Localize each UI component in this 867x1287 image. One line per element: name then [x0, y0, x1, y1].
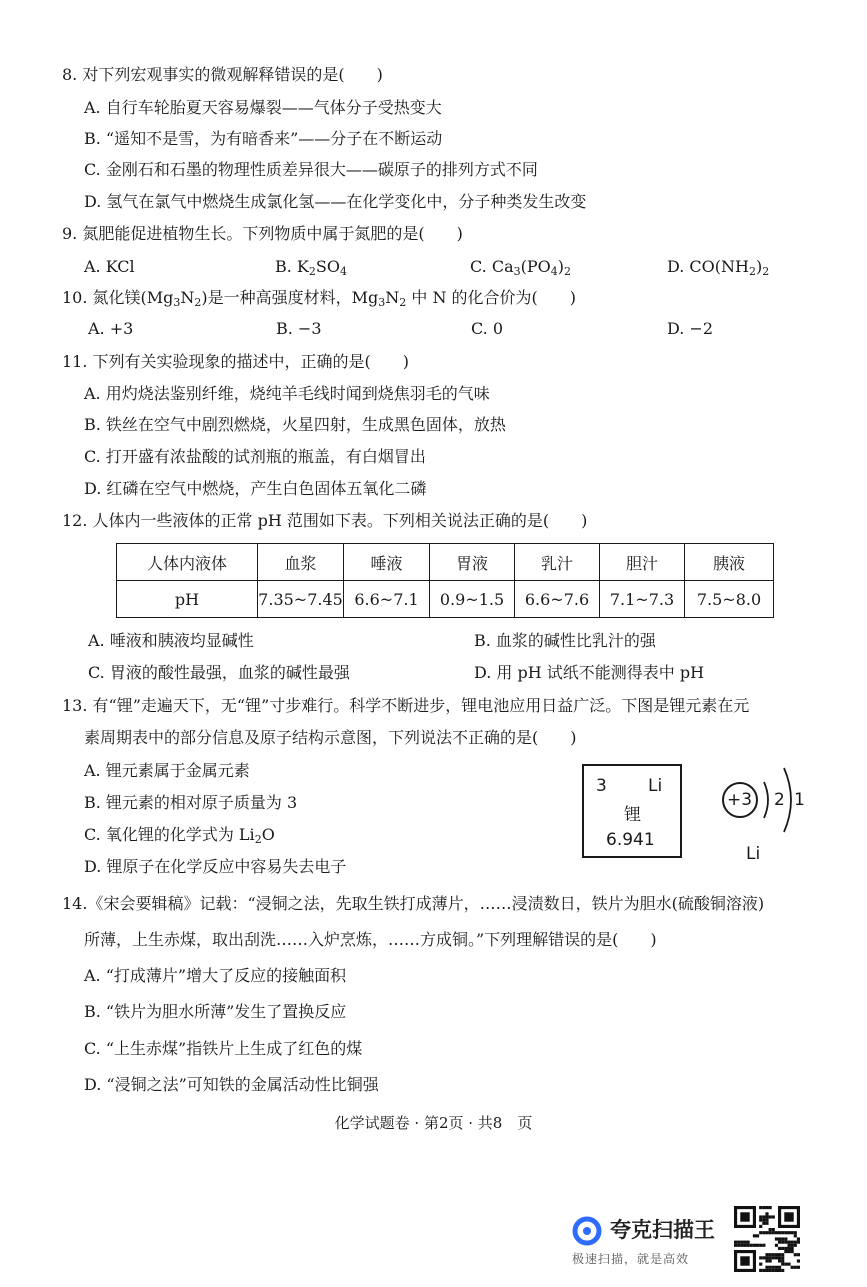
atomic-mass: 6.941 — [606, 830, 655, 850]
ph-table-header-row — [117, 544, 774, 581]
ph-table-header-cell: 血浆 — [258, 544, 344, 581]
q10-option-d: D. −2 — [667, 319, 714, 338]
q14-option-b: B. “铁片为胆水所薄”发生了置换反应 — [84, 1002, 347, 1021]
ph-table-header-cell: 胃液 — [430, 544, 515, 581]
ph-table-header-cell: 唾液 — [344, 544, 430, 581]
ph-table-header-cell: 乳汁 — [515, 544, 600, 581]
q8-stem: 8. 对下列宏观事实的微观解释错误的是( ) — [62, 65, 383, 84]
ph-table — [116, 543, 774, 618]
ph-table-cell: pH — [117, 581, 258, 618]
element-name: 锂 — [624, 805, 641, 825]
scanner-logo-icon — [572, 1216, 602, 1246]
ph-table-header-cell: 人体内液体 — [117, 544, 258, 581]
lithium-element-card — [582, 764, 682, 858]
q12-stem: 12. 人体内一些液体的正常 pH 范围如下表。下列相关说法正确的是( ) — [62, 511, 588, 530]
second-shell-electrons: 1 — [794, 790, 805, 810]
q14-option-d: D. “浸铜之法”可知铁的金属活动性比铜强 — [84, 1075, 379, 1094]
q11-stem: 11. 下列有关实验现象的描述中，正确的是( ) — [62, 352, 410, 371]
q12-option-a: A. 唾液和胰液均显碱性 — [88, 631, 254, 650]
q13-option-d: D. 锂原子在化学反应中容易失去电子 — [84, 857, 347, 876]
q10-option-a: A. +3 — [88, 319, 134, 338]
page-footer: 化学试题卷 · 第2页 · 共8 页 — [334, 1114, 533, 1132]
q13-stem-line1: 13. 有“锂”走遍天下，无“锂”寸步难行。科学不断进步，锂电池应用日益广泛。下图是锂元素在元 — [62, 696, 750, 715]
q13-option-b: B. 锂元素的相对原子质量为 3 — [84, 793, 298, 812]
q8-option-a: A. 自行车轮胎夏天容易爆裂——气体分子受热变大 — [84, 98, 442, 117]
ph-table-cell: 6.6~7.6 — [515, 581, 600, 618]
ph-table-cell: 6.6~7.1 — [344, 581, 430, 618]
element-symbol: Li — [648, 776, 663, 796]
q12-option-d: D. 用 pH 试纸不能测得表中 pH — [474, 663, 705, 682]
q8-option-d: D. 氢气在氯气中燃烧生成氯化氢——在化学变化中，分子种类发生改变 — [84, 192, 587, 211]
q10-stem: 10. 氮化镁$(Mg_3N_2)$是一种高强度材料，$Mg_3N_2$ 中 N 的化合价为( ) — [62, 288, 577, 309]
q14-stem-line2: 所薄，上生赤煤，取出刮洗……入炉烹炼，……方成铜。”下列理解错误的是( ) — [84, 930, 657, 949]
atomic-number: 3 — [596, 776, 607, 796]
lithium-atom-diagram — [718, 762, 813, 867]
q9-stem: 9. 氮肥能促进植物生长。下列物质中属于氮肥的是( ) — [62, 224, 463, 243]
ph-table-row — [117, 581, 774, 618]
scanner-watermark — [572, 1208, 732, 1272]
q9-option-a: A. KCl — [84, 257, 135, 276]
q11-option-b: B. 铁丝在空气中剧烈燃烧，火星四射，生成黑色固体，放热 — [84, 415, 506, 434]
q14-stem-line1: 14.《宋会要辑稿》记载：“浸铜之法，先取生铁打成薄片，……浸渍数日，铁片为胆水(硫酸铜溶液) — [62, 894, 765, 913]
q13-stem-line2: 素周期表中的部分信息及原子结构示意图，下列说法不正确的是( ) — [84, 728, 577, 747]
ph-table-header-cell: 胆汁 — [600, 544, 685, 581]
q9-option-b: B. $K_2SO_4$ — [275, 257, 347, 278]
q9-option-c: C. $Ca_3(PO_4)_2$ — [470, 257, 571, 278]
qr-code-icon — [734, 1206, 800, 1272]
q8-option-b: B. “遥知不是雪，为有暗香来”——分子在不断运动 — [84, 129, 443, 148]
q12-option-c: C. 胃液的酸性最强，血浆的碱性最强 — [88, 663, 350, 682]
q12-option-b: B. 血浆的碱性比乳汁的强 — [474, 631, 656, 650]
q9-option-d: D. $CO(NH_2)_2$ — [667, 257, 770, 278]
q14-option-a: A. “打成薄片”增大了反应的接触面积 — [84, 966, 347, 985]
scanner-brand-name: 夸克扫描王 — [610, 1218, 715, 1242]
ph-table-cell: 7.5~8.0 — [685, 581, 774, 618]
ph-table-cell: 7.1~7.3 — [600, 581, 685, 618]
first-shell-electrons: 2 — [774, 790, 785, 810]
ph-table-cell: 0.9~1.5 — [430, 581, 515, 618]
q14-option-c: C. “上生赤煤”指铁片上生成了红色的煤 — [84, 1039, 363, 1058]
q13-option-a: A. 锂元素属于金属元素 — [84, 761, 250, 780]
atom-label: Li — [746, 844, 761, 864]
q11-option-c: C. 打开盛有浓盐酸的试剂瓶的瓶盖，有白烟冒出 — [84, 447, 426, 466]
nucleus-charge: +3 — [727, 790, 753, 810]
scanner-slogan: 极速扫描，就是高效 — [572, 1252, 690, 1266]
ph-table-header-cell: 胰液 — [685, 544, 774, 581]
q10-option-b: B. −3 — [276, 319, 322, 338]
q11-option-d: D. 红磷在空气中燃烧，产生白色固体五氧化二磷 — [84, 479, 427, 498]
q8-option-c: C. 金刚石和石墨的物理性质差异很大——碳原子的排列方式不同 — [84, 160, 538, 179]
ph-table-cell: 7.35~7.45 — [258, 581, 344, 618]
q10-option-c: C. 0 — [471, 319, 504, 338]
q11-option-a: A. 用灼烧法鉴别纤维，烧纯羊毛线时闻到烧焦羽毛的气味 — [84, 384, 490, 403]
q13-option-c: C. 氧化锂的化学式为 $Li_2O$ — [84, 825, 275, 846]
